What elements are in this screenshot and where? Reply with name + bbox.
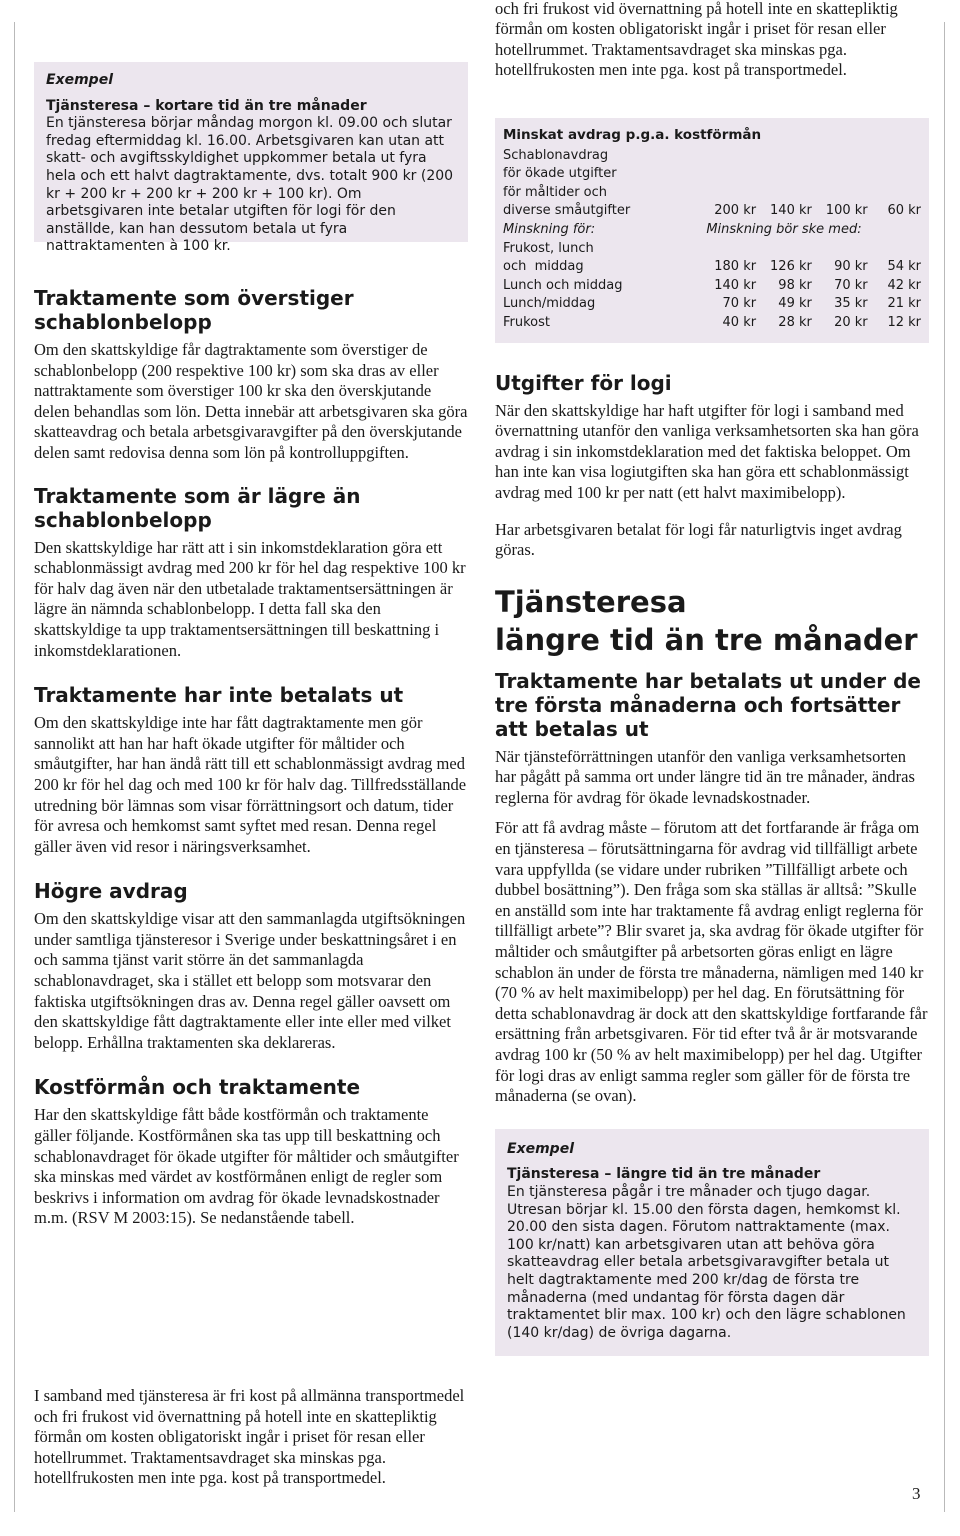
section-paragraph: När tjänsteförrättningen utanför den vanliga verksamhetsorten har pågått på samma ort under längre tid än tre månader, ändras reglerna för avdrag för ökade levnadskostnader.: [495, 746, 915, 807]
left-margin-rule: [14, 22, 15, 1512]
right-column: [495, 0, 929, 1356]
table-cell: Lunch och middag: [503, 277, 623, 293]
kostforman-table-box: [495, 118, 929, 343]
example-label: Exempel: [46, 72, 113, 88]
section-paragraph: När den skattskyldige har haft utgifter för logi i samband med övernattning utanför den vanliga verksamhetsorten ska han göra avdrag i sin inkomstdeklaration med det faktiska beloppet. Om han inte kan visa logiutgiften ska han göra ett schablonmässigt avdrag med 100 kr per natt (ett halvt maximibelopp).: [495, 400, 919, 502]
section-overstiger: [34, 286, 468, 464]
section-hogre-avdrag: [34, 879, 468, 1053]
table-cell: 98 kr: [778, 277, 812, 293]
page-title: Tjänsteresa längre tid än tre månader: [495, 584, 918, 657]
table-cell: Schablonavdrag för ökade utgifter för måltider och diverse småutgifter: [503, 147, 631, 219]
table-cell: 60 kr: [887, 203, 921, 219]
table-cell: 42 kr: [887, 277, 921, 293]
example-text: En tjänsteresa börjar måndag morgon kl. 09.00 och slutar fredag eftermiddag kl. 16.00. Arbetsgivaren kan utan att skatt- och avgiftsskyldighet uppkommer betala ut fyra hela och ett halvt dagtraktamente, dvs. totalt 900 kr (200 kr + 200 kr + 200 kr + 200 kr + 100 kr). Om arbetsgivaren inte betalar utgiften för logi för den anställde, kan han dessutom betala ut fyra nattraktamenten à 100 kr.: [46, 115, 454, 255]
table-cell: 126 kr: [770, 259, 812, 275]
section-paragraph: För att få avdrag måste – förutom att det fortfarande är fråga om en tjänsteresa – förutsättningarna för avdrag vid tillfälligt arbete vara uppfyllda (se vidare under rubriken ”Tillfälligt arbete och dubbel bosättning”). Den fråga som ska ställas är alltså: ”Skulle en anställd som inte har traktamente få avdrag enligt reglerna för tillfälligt arbete”? Blir svaret ja, ska avdrag för ökade utgifter för måltider och småutgifter på arbetsorten göras enligt en lägre schablon än under de första tre månaderna, nämligen med 140 kr (70 % av helt maximibelopp) per hel dag. En förutsättning för detta schablonavdrag är dock att den skattskyldige fortfarande får ersättning från arbetsgivaren. För tid efter två år är motsvarande avdrag 100 kr (50 % av helt maximibelopp) per hel dag. Utgifter för logi dras av enligt samma regler som gäller för de första tre månaderna (se ovan).: [495, 818, 928, 1106]
section-paragraph: Om den skattskyldige får dagtraktamente som överstiger de schablonbelopp (200 respektive 100 kr) som ska dras av eller nattraktamente som överstiger 100 kr ska den överskjutande delen behandlas som lön. Detta innebär att arbetsgivaren ska göra skatteavdrag och betala arbetsgivaravgifter på den överskjutande delen samt redovisa denna som lön på kontrolluppgiften.: [34, 340, 468, 462]
example-box-short-trip: [34, 62, 468, 255]
kost-paragraph-continued: [34, 1386, 468, 1488]
table-cell: 70 kr: [834, 277, 868, 293]
kost-table: [503, 147, 921, 333]
section-paragraph: Om den skattskyldige inte har fått dagtraktamente men gör sannolikt att han har haft ökade utgifter för måltider och småutgifter, har han ändå rätt till ett schablonmässigt avdrag med 200 kr för hel dag och med 100 kr för halv dag. Tillfredsställande utredning bör lämnas som visar förrättningsort och datum, tider för avresa och hemkomst samt syftet med resan. Denna regel gäller även vid resor i näringsverksamhet.: [34, 713, 467, 856]
table-row: [503, 295, 921, 314]
table-row: [503, 147, 921, 221]
table-cell: 35 kr: [834, 296, 868, 312]
section-logi: [495, 371, 929, 561]
table-cell: Lunch/middag: [503, 296, 596, 312]
section-heading: Utgifter för logi: [495, 370, 672, 395]
section-heading: Kostförmån och traktamente: [34, 1075, 361, 1100]
section-paragraph-tail: och fri frukost vid övernattning på hotell inte en skattepliktig förmån om kosten obligatoriskt ingår i priset för resan eller hotellrummet. Traktamentsavdraget ska minskas pga. hotellfrukosten men inte pga. kost på transportmedel.: [495, 0, 898, 80]
table-cell: Frukost, lunch och middag: [503, 240, 594, 275]
section-heading: Traktamente som är lägre än schablonbelopp: [34, 483, 361, 532]
section-paragraph: Den skattskyldige har rätt att i sin inkomstdeklaration göra ett schablonmässigt avdrag med 200 kr för hel dag respektive 100 kr för halv dag även när den utbetalade traktamentsersättningen är lägre än nämnda schablonbelopp. I detta fall ska den skattskyldige ta upp traktamentsersättningen till beskattning i inkomstdeklarationen.: [34, 537, 466, 660]
table-cell: 200 kr: [714, 203, 757, 219]
example-title: Tjänsteresa – kortare tid än tre månader: [46, 97, 367, 114]
section-heading: Traktamente har inte betalats ut: [34, 683, 404, 708]
table-cell: 100 kr: [825, 203, 868, 219]
table-cell: 12 kr: [887, 314, 921, 330]
table-cell: 180 kr: [714, 259, 757, 275]
section-heading: Traktamente som överstiger schablonbelopp: [34, 286, 354, 334]
example-text: En tjänsteresa pågår i tre månader och tjugo dagar. Utresan börjar kl. 15.00 den första dagen, hemkomst kl. 20.00 den sista dagen. Förutom nattraktamente (max. 100 kr/natt) kan arbetsgivaren utan att behöva göra skatteavdrag eller betala arbetsgivaravgifter betala ut helt dagtraktamente med 200 kr/dag de första tre månaderna (med undantag för första dagen där traktamentet blir max. 100 kr) och den lägre schablonen (140 kr/dag) de övriga dagarna.: [507, 1183, 906, 1341]
table-row: [503, 277, 921, 296]
section-paragraph: I samband med tjänsteresa är fri kost på allmänna transportmedel och fri frukost vid övernattning på hotell inte en skattepliktig förmån om kosten obligatoriskt ingår i priset för resan eller hotellrummet. Traktamentsavdraget ska minskas pga. hotellfrukosten men inte pga. kost på transportmedel.: [34, 1386, 465, 1488]
section-paragraph: Har den skattskyldige fått både kostförmån och traktamente gäller följande. Kostförmånen ska tas upp till beskattning och schablonavdraget för ökade utgifter för måltider och småutgifter ska minskas med värdet av kostförmånen enligt de regler som beskrivs i information om avdrag för ökade levnadskostnader m.m. (RSV M 2003:15). Se nedanstående tabell.: [34, 1105, 459, 1228]
table-cell: 28 kr: [778, 314, 812, 330]
section-kostforman: [34, 1075, 468, 1229]
example-box-long-trip: [495, 1129, 929, 1357]
table-row: [503, 314, 921, 333]
table-cell: 140 kr: [770, 203, 812, 219]
table-cell: Minskning bör ske med:: [706, 221, 862, 237]
table-cell: 40 kr: [722, 314, 757, 330]
section-paragraph: Har arbetsgivaren betalat för logi får naturligtvis inget avdrag göras.: [495, 519, 902, 560]
right-margin-rule: [944, 22, 945, 1512]
kost-table-title: Minskat avdrag p.g.a. kostförmån: [503, 127, 762, 143]
page-number: 3: [912, 1484, 921, 1503]
big-heading: [495, 583, 929, 659]
section-lagre: [34, 484, 468, 662]
example-title: Tjänsteresa – längre tid än tre månader: [507, 1166, 821, 1183]
section-long-trip: [495, 669, 929, 1107]
left-column: [34, 0, 468, 1229]
table-cell: 90 kr: [834, 259, 868, 275]
section-heading: Högre avdrag: [34, 879, 188, 904]
section-heading: Traktamente har betalats ut under de tre första månaderna och fortsätter att betalas ut: [495, 668, 921, 741]
section-paragraph: Om den skattskyldige visar att den sammanlagda utgiftsökningen under samtliga tjänsteresor i Sverige under beskattningsåret i en och samma tjänst varit större än det sammanlagda schablonavdraget, ska i stället ett belopp som motsvarar den faktiska utgiftsökningen dras av. Denna regel gäller oavsett om den skattskyldige fått dagtraktamente eller inte eller med vilket belopp. Erhållna traktamenten ska deklareras.: [34, 909, 466, 1052]
table-cell: Minskning för:: [503, 221, 596, 237]
table-cell: Frukost: [503, 314, 551, 330]
table-cell: 20 kr: [834, 314, 868, 330]
section-inte-betalats: [34, 683, 468, 857]
table-cell: 54 kr: [887, 259, 921, 275]
example-label: Exempel: [507, 1140, 574, 1157]
table-row: [503, 221, 921, 240]
table-cell: 140 kr: [714, 277, 757, 293]
table-cell: 70 kr: [722, 296, 757, 312]
table-cell: 21 kr: [887, 296, 921, 312]
table-row: [503, 240, 921, 277]
table-cell: 49 kr: [778, 296, 812, 312]
